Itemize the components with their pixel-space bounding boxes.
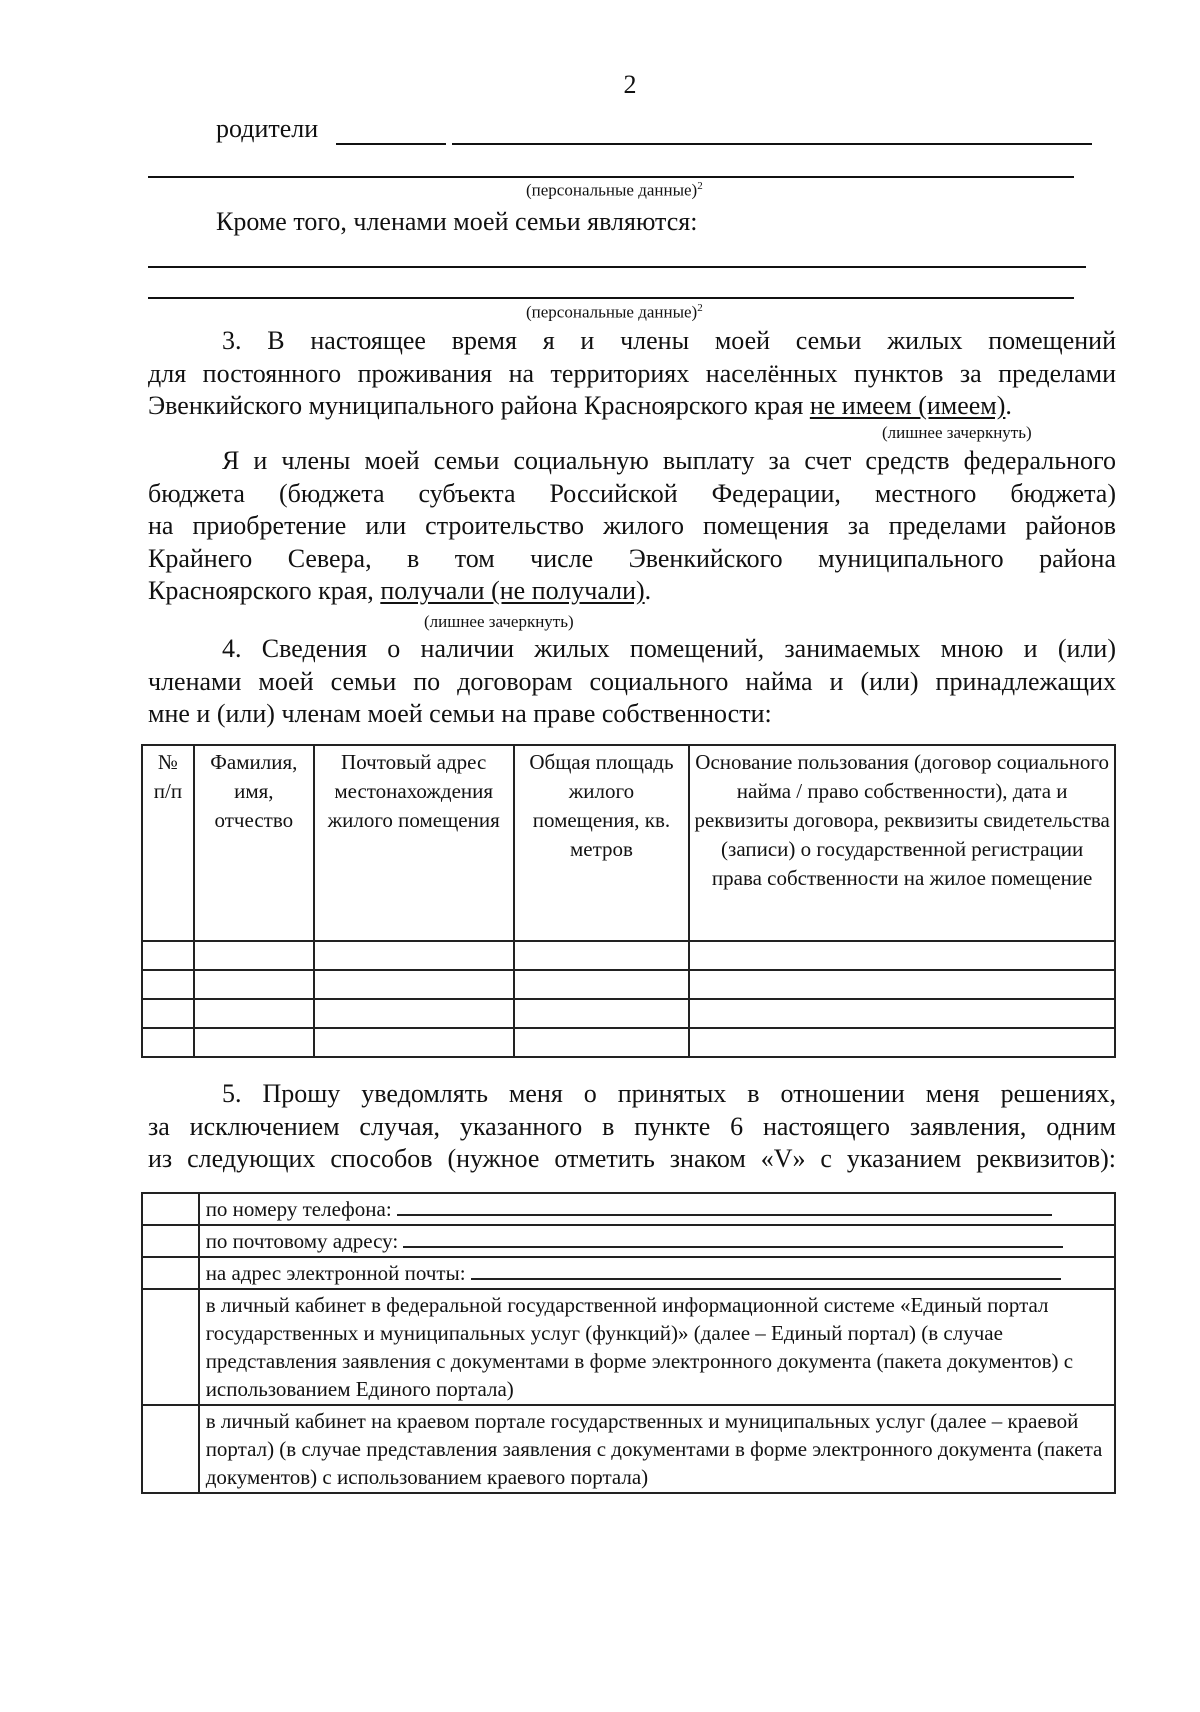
parents-fill-line-short [336, 143, 446, 145]
parents-fill-line-long [452, 143, 1092, 145]
received-options: получали (не получали) [380, 576, 645, 605]
table-cell[interactable] [314, 970, 514, 999]
family-intro: Кроме того, членами моей семьи являются: [216, 207, 698, 236]
option-label-federal-portal: в личный кабинет в федеральной государственной информационной системе «Единый портал государственных и муниципальных услуг (функций)» (далее – Единый портал) (в случае представления заявления с документами в форме электронного документа (пакета документов) с использованием Единого портала) [199, 1289, 1115, 1405]
option-row-phone [142, 1193, 1115, 1225]
table-cell[interactable] [689, 941, 1115, 970]
header-area: Общая площадь жилого помещения, кв. метров [514, 745, 690, 941]
table-cell[interactable] [514, 941, 690, 970]
option-checkbox-postal[interactable] [142, 1225, 199, 1257]
table-cell[interactable] [314, 999, 514, 1028]
table-cell[interactable] [689, 999, 1115, 1028]
option-label-postal: по почтовому адресу: [205, 1229, 399, 1253]
table-cell[interactable] [142, 970, 194, 999]
header-number: № п/п [142, 745, 194, 941]
table-cell[interactable] [514, 999, 690, 1028]
family-fill-line-2 [148, 297, 1074, 299]
table-cell[interactable] [314, 941, 514, 970]
table-cell[interactable] [689, 970, 1115, 999]
parents-caption: (персональные данные)$^2$ [526, 180, 703, 200]
notification-options-table [141, 1192, 1116, 1494]
table-row [142, 941, 1115, 970]
housing-table-header-row [142, 745, 1115, 941]
section-3-paragraph: 3. В настоящее время я и члены моей семьи жилых помещений для постоянного проживания на территориях населённых пунктов за пределами Эвенкийского муниципального района Красноярского края не имеем (имеем). [148, 326, 1116, 420]
family-caption: (персональные данные)$^2$ [526, 302, 703, 322]
housing-table [141, 744, 1116, 1058]
option-checkbox-phone[interactable] [142, 1193, 199, 1225]
parents-fill-line-2 [148, 176, 1074, 178]
strike-note-1: (лишнее зачеркнуть) [882, 423, 1032, 442]
table-cell[interactable] [514, 1028, 690, 1057]
social-payment-paragraph: Я и члены моей семьи социальную выплату за счет средств федерального бюджета (бюджета субъекта Российской Федерации, местного бюджета) на приобретение или строительство жилого помещения за пределами районов Крайнего Севера, в том числе Эвенкийского муниципального района Красноярского края, получали (не получали). [148, 446, 1116, 605]
family-fill-line-1 [148, 266, 1086, 268]
option-checkbox-regional-portal[interactable] [142, 1405, 199, 1493]
option-label-email: на адрес электронной почты: [205, 1261, 466, 1285]
parents-label: родители [216, 114, 319, 143]
option-row-regional-portal [142, 1405, 1115, 1493]
option-row-postal [142, 1225, 1115, 1257]
option-row-email [142, 1257, 1115, 1289]
option-label-regional-portal: в личный кабинет на краевом портале государственных и муниципальных услуг (далее – краевой портал) (в случае представления заявления с документами в форме электронного документа (пакета документов) с использованием краевого портала) [199, 1405, 1115, 1493]
option-checkbox-email[interactable] [142, 1257, 199, 1289]
option-label-phone: по номеру телефона: [205, 1197, 392, 1221]
table-cell[interactable] [194, 1028, 314, 1057]
not-have-have-options: не имеем (имеем) [809, 391, 1006, 420]
phone-input[interactable] [397, 1196, 1052, 1216]
table-cell[interactable] [314, 1028, 514, 1057]
table-cell[interactable] [142, 1028, 194, 1057]
table-row [142, 999, 1115, 1028]
table-cell[interactable] [142, 941, 194, 970]
postal-address-input[interactable] [403, 1228, 1063, 1248]
table-cell[interactable] [142, 999, 194, 1028]
table-cell[interactable] [689, 1028, 1115, 1057]
table-cell[interactable] [514, 970, 690, 999]
page-number: 2 [623, 70, 637, 99]
option-row-federal-portal [142, 1289, 1115, 1405]
header-full-name: Фамилия, имя, отчество [194, 745, 314, 941]
table-row [142, 1028, 1115, 1057]
strike-note-2: (лишнее зачеркнуть) [424, 612, 574, 631]
table-cell[interactable] [194, 941, 314, 970]
section-5-paragraph: 5. Прошу уведомлять меня о принятых в отношении меня решениях, за исключением случая, указанного в пункте 6 настоящего заявления, одним из следующих способов (нужное отметить знаком «V» с указанием реквизитов): [148, 1079, 1116, 1173]
option-checkbox-federal-portal[interactable] [142, 1289, 199, 1405]
email-input[interactable] [471, 1260, 1061, 1280]
header-basis: Основание пользования (договор социального найма / право собственности), дата и реквизиты договора, реквизиты свидетельства (записи) о государственной регистрации права собственности на жилое помещение [689, 745, 1115, 941]
table-cell[interactable] [194, 970, 314, 999]
table-cell[interactable] [194, 999, 314, 1028]
section-4-paragraph: 4. Сведения о наличии жилых помещений, занимаемых мною и (или) членами моей семьи по договорам социального найма и (или) принадлежащих мне и (или) членам моей семьи на праве собственности: [148, 634, 1116, 728]
header-address: Почтовый адрес местонахождения жилого помещения [314, 745, 514, 941]
table-row [142, 970, 1115, 999]
